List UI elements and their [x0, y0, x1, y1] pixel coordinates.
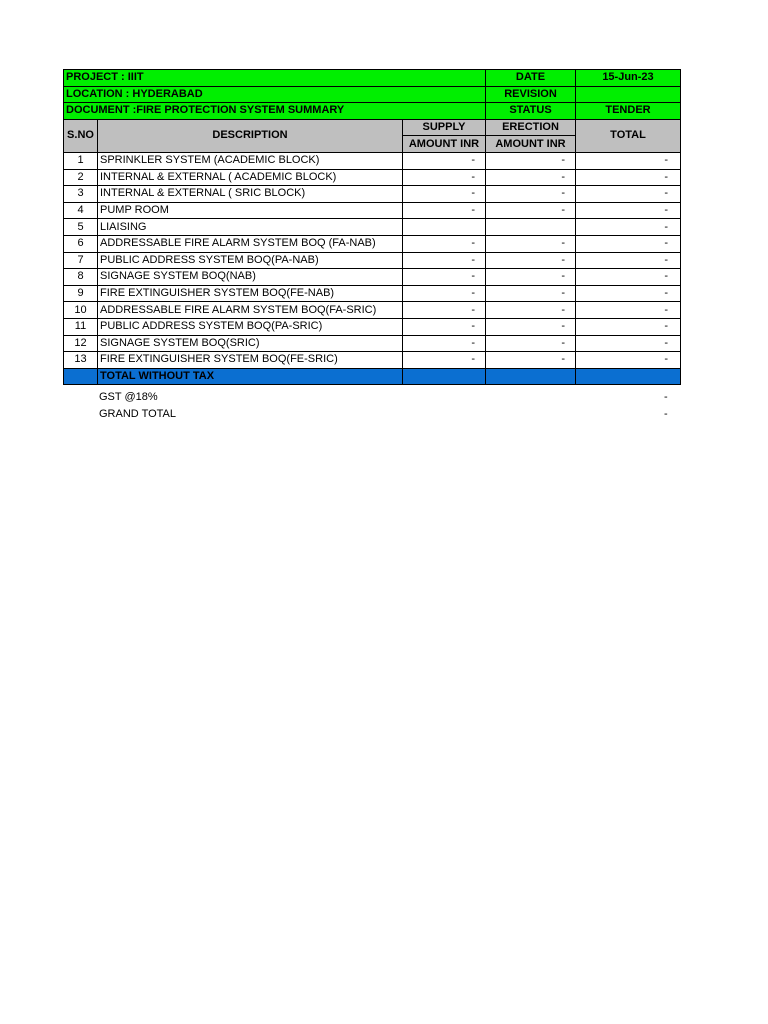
erection-cell[interactable]	[486, 219, 576, 236]
sno-cell[interactable]: 8	[64, 269, 98, 286]
erection-cell[interactable]: -	[486, 269, 576, 286]
erection-cell[interactable]: -	[486, 302, 576, 319]
total-total-cell[interactable]: -	[576, 368, 681, 385]
description-cell[interactable]: SIGNAGE SYSTEM BOQ(SRIC)	[98, 335, 403, 352]
supply-cell[interactable]: -	[403, 269, 486, 286]
erection-cell[interactable]: -	[486, 252, 576, 269]
sno-cell[interactable]: 10	[64, 302, 98, 319]
sno-cell[interactable]: 7	[64, 252, 98, 269]
supply-cell[interactable]: -	[403, 318, 486, 335]
total-supply-cell[interactable]: -	[403, 368, 486, 385]
table-row	[64, 152, 681, 169]
grand-total-value[interactable]: -	[664, 408, 668, 420]
supply-cell[interactable]: -	[403, 252, 486, 269]
description-cell[interactable]: PUMP ROOM	[98, 202, 403, 219]
erection-cell[interactable]: -	[486, 352, 576, 369]
supply-amount-header[interactable]: AMOUNT INR	[403, 136, 486, 153]
table-row	[64, 352, 681, 369]
location-cell[interactable]: LOCATION : HYDERABAD	[64, 86, 486, 103]
sno-header[interactable]: S.NO	[64, 119, 98, 152]
erection-cell[interactable]: -	[486, 169, 576, 186]
description-cell[interactable]: ADDRESSABLE FIRE ALARM SYSTEM BOQ(FA-SRIC)	[98, 302, 403, 319]
description-cell[interactable]: INTERNAL & EXTERNAL ( ACADEMIC BLOCK)	[98, 169, 403, 186]
description-cell[interactable]: INTERNAL & EXTERNAL ( SRIC BLOCK)	[98, 186, 403, 203]
supply-cell[interactable]: -	[403, 169, 486, 186]
erection-cell[interactable]: -	[486, 335, 576, 352]
supply-cell[interactable]: -	[403, 202, 486, 219]
erection-cell[interactable]: -	[486, 202, 576, 219]
total-sno-cell[interactable]	[64, 368, 98, 385]
status-label[interactable]: STATUS	[486, 103, 576, 120]
total-cell[interactable]: -	[576, 202, 681, 219]
erection-amount-header[interactable]: AMOUNT INR	[486, 136, 576, 153]
supply-cell[interactable]: -	[403, 152, 486, 169]
erection-header[interactable]: ERECTION	[486, 119, 576, 136]
total-cell[interactable]: -	[576, 302, 681, 319]
table-row	[64, 169, 681, 186]
erection-cell[interactable]: -	[486, 186, 576, 203]
description-cell[interactable]: SIGNAGE SYSTEM BOQ(NAB)	[98, 269, 403, 286]
table-row	[64, 285, 681, 302]
supply-cell[interactable]: -	[403, 285, 486, 302]
table-row	[64, 252, 681, 269]
total-cell[interactable]: -	[576, 169, 681, 186]
sno-cell[interactable]: 3	[64, 186, 98, 203]
total-cell[interactable]: -	[576, 235, 681, 252]
status-value[interactable]: TENDER	[576, 103, 681, 120]
table-row	[64, 318, 681, 335]
supply-cell[interactable]: -	[403, 335, 486, 352]
total-without-tax-row	[64, 368, 681, 385]
document-cell[interactable]: DOCUMENT :FIRE PROTECTION SYSTEM SUMMARY	[64, 103, 486, 120]
description-cell[interactable]: PUBLIC ADDRESS SYSTEM BOQ(PA-SRIC)	[98, 318, 403, 335]
table-row	[64, 335, 681, 352]
supply-cell[interactable]: -	[403, 302, 486, 319]
total-cell[interactable]: -	[576, 219, 681, 236]
description-cell[interactable]: ADDRESSABLE FIRE ALARM SYSTEM BOQ (FA-NAB)	[98, 235, 403, 252]
erection-cell[interactable]: -	[486, 235, 576, 252]
total-cell[interactable]: -	[576, 269, 681, 286]
sno-cell[interactable]: 1	[64, 152, 98, 169]
total-cell[interactable]: -	[576, 252, 681, 269]
table-row	[64, 219, 681, 236]
project-cell[interactable]: PROJECT : IIIT	[64, 70, 486, 87]
revision-label[interactable]: REVISION	[486, 86, 576, 103]
description-cell[interactable]: SPRINKLER SYSTEM (ACADEMIC BLOCK)	[98, 152, 403, 169]
date-value[interactable]: 15-Jun-23	[576, 70, 681, 87]
description-cell[interactable]: PUBLIC ADDRESS SYSTEM BOQ(PA-NAB)	[98, 252, 403, 269]
erection-cell[interactable]: -	[486, 152, 576, 169]
table-row	[64, 302, 681, 319]
total-cell[interactable]: -	[576, 152, 681, 169]
gst-value[interactable]: -	[664, 391, 668, 403]
erection-cell[interactable]: -	[486, 318, 576, 335]
erection-cell[interactable]: -	[486, 285, 576, 302]
total-cell[interactable]: -	[576, 352, 681, 369]
description-cell[interactable]: FIRE EXTINGUISHER SYSTEM BOQ(FE-NAB)	[98, 285, 403, 302]
total-without-tax-label[interactable]: TOTAL WITHOUT TAX	[98, 368, 403, 385]
gst-label[interactable]: GST @18%	[99, 391, 158, 403]
sno-cell[interactable]: 6	[64, 235, 98, 252]
total-cell[interactable]: -	[576, 335, 681, 352]
sno-cell[interactable]: 2	[64, 169, 98, 186]
sno-cell[interactable]: 11	[64, 318, 98, 335]
sno-cell[interactable]: 9	[64, 285, 98, 302]
total-cell[interactable]: -	[576, 318, 681, 335]
description-cell[interactable]: LIAISING	[98, 219, 403, 236]
summary-sheet	[63, 69, 681, 385]
sno-cell[interactable]: 4	[64, 202, 98, 219]
table-row	[64, 202, 681, 219]
table-row	[64, 186, 681, 203]
supply-cell[interactable]	[403, 219, 486, 236]
supply-cell[interactable]: -	[403, 235, 486, 252]
sno-cell[interactable]: 12	[64, 335, 98, 352]
supply-cell[interactable]: -	[403, 352, 486, 369]
date-label[interactable]: DATE	[486, 70, 576, 87]
supply-header[interactable]: SUPPLY	[403, 119, 486, 136]
table-row	[64, 269, 681, 286]
total-erection-cell[interactable]: -	[486, 368, 576, 385]
table-row	[64, 235, 681, 252]
total-header[interactable]: TOTAL	[576, 119, 681, 152]
description-header[interactable]: DESCRIPTION	[98, 119, 403, 152]
supply-cell[interactable]: -	[403, 186, 486, 203]
sno-cell[interactable]: 5	[64, 219, 98, 236]
total-cell[interactable]: -	[576, 285, 681, 302]
revision-value[interactable]	[576, 86, 681, 103]
description-cell[interactable]: FIRE EXTINGUISHER SYSTEM BOQ(FE-SRIC)	[98, 352, 403, 369]
grand-total-label[interactable]: GRAND TOTAL	[99, 408, 177, 420]
sno-cell[interactable]: 13	[64, 352, 98, 369]
total-cell[interactable]: -	[576, 186, 681, 203]
